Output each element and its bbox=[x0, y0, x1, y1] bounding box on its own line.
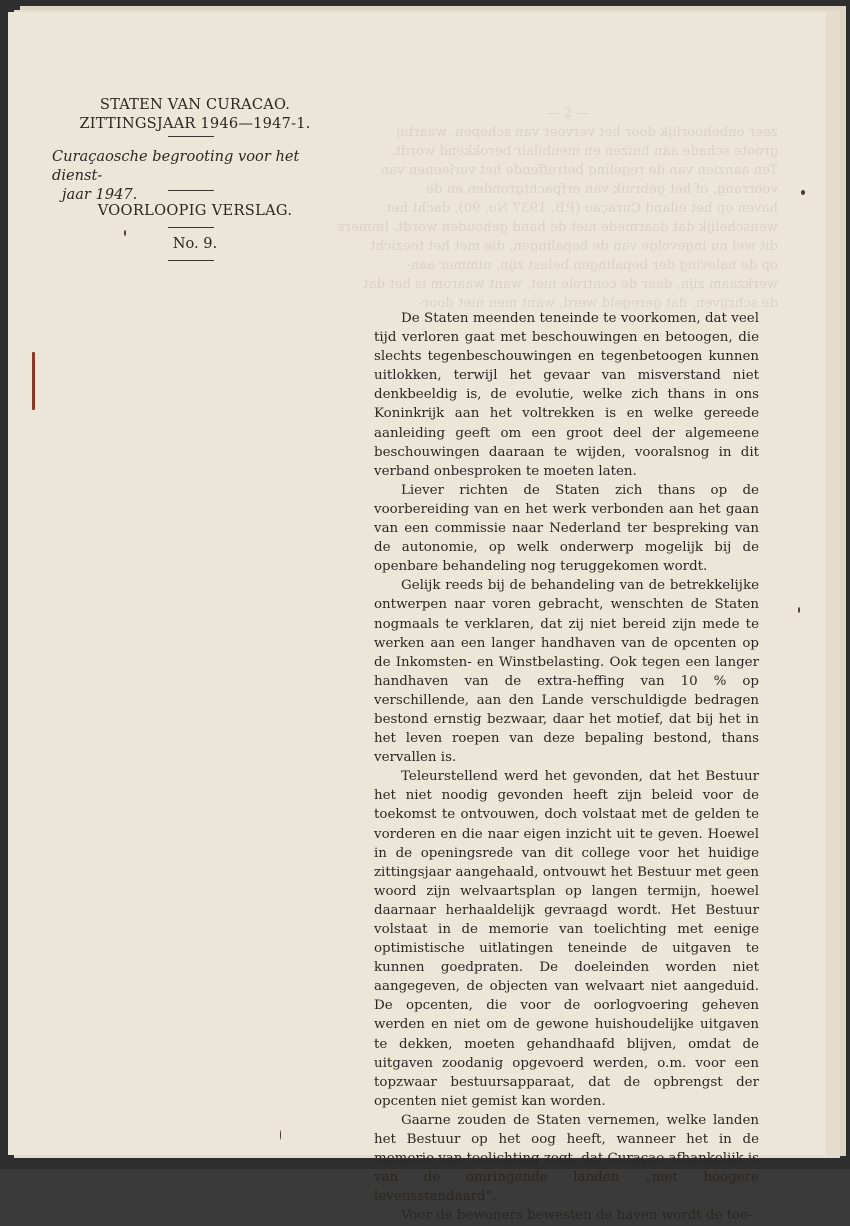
margin-pencil-mark bbox=[32, 352, 35, 410]
bleed-line: dit wel nu ingevolge van de bepalingen, die met het toezicht bbox=[370, 239, 778, 254]
bleed-through-text bbox=[337, 104, 778, 314]
bleed-line: wenschelijk dat daarmede niet de hand gehouden wordt. Immers bbox=[337, 220, 778, 235]
bleed-line: Ten aanzien van de regeling betreffende het verleenen van bbox=[380, 163, 778, 178]
header-divider bbox=[168, 227, 214, 228]
body-paragraph: Teleurstellend werd het gevonden, dat het Bestuur het niet noodig gevonden heeft zijn beleid voor de toekomst te ontvouwen, doch volstaat met de gelden te vorderen en die naar eigen inzicht uit te geven. Hoewel in de openingsrede van dit college voor het huidige zittingsjaar aangehaald, ontvouwt het Bestuur met geen woord zijn welvaartsplan op langen termijn, hoewel daarnaar herhaaldelijk gevraagd wordt. Het Bestuur volstaat in de memorie van toelichting met eenige optimistische uitlatingen teneinde de uitgaven te kunnen goedpraten. De doeleinden worden niet aangegeven, de objecten van welvaart niet aangeduid. De opcenten, die voor de oorlogvoering geheven werden en niet om de gewone huishoudelijke uitgaven te dekken, moeten gehandhaafd blijven, omdat de uitgaven zoodanig opgevoerd werden, o.m. voor een topzwaar bestuursapparaat, dat de opbrengst der opcenten niet gemist kan worden. bbox=[374, 769, 759, 1109]
document-page bbox=[8, 12, 826, 1224]
ink-speck bbox=[801, 190, 805, 195]
bleed-line: haven op het eiland Curaçao (P.B. 1937 No. 90), dacht het bbox=[386, 201, 778, 216]
header-title-line-2: ZITTINGSJAAR 1946—1947-1. bbox=[79, 115, 311, 132]
bleed-line: voorrang, of het gebruik van erfpachtgronden en de bbox=[425, 182, 778, 197]
body-paragraph: De Staten meenden teneinde te voorkomen, dat veel tijd verloren gaat met beschouwingen en betoogen, die slechts tegenbeschouwingen en tegenbetoogen kunnen uitlokken, terwijl het gevaar van misverstand niet denkbeeldig is, de evolutie, welke zich thans in ons Koninkrijk aan het voltrekken is en welke gereede aanleiding geeft om een groot deel der algemeene beschouwingen daaraan te wijden, vooralsnog in dit verband onbesproken te moeten laten. bbox=[374, 311, 759, 479]
subtitle-line-1: Curaçaosche begrooting voor het dienst- bbox=[52, 148, 300, 184]
bleed-line: zeer onbehoorlijk door het vervoer van schepen, waarbij bbox=[396, 125, 778, 140]
header-divider bbox=[168, 136, 214, 137]
ink-speck bbox=[798, 607, 800, 613]
document-body bbox=[374, 309, 759, 1226]
bleed-page-number: — 2 — bbox=[546, 106, 590, 121]
bleed-line: groote schade aan huizen en meubilair berokkend wordt. bbox=[391, 144, 778, 159]
header-divider bbox=[168, 190, 214, 191]
report-title: VOORLOOPIG VERSLAG. bbox=[97, 202, 293, 219]
ink-speck bbox=[124, 230, 126, 236]
body-paragraph: Gaarne zouden de Staten vernemen, welke landen het Bestuur op het oog heeft, wanneer het in de memorie van toelichting zegt, dat Curaçao afhankelijk is van de omringende landen „met hoogere levensstandaard”. bbox=[374, 1112, 759, 1205]
bleed-line: werkzaam zijn, daar de controle niet, want waarom is het dat bbox=[363, 277, 778, 292]
document-number: No. 9. bbox=[172, 235, 218, 252]
ink-speck bbox=[280, 1130, 281, 1140]
bleed-line: de schrijven, dat geregeld werd, want men niet door- bbox=[418, 296, 778, 311]
body-paragraph: Liever richten de Staten zich thans op de voorbereiding van en het werk verbonden aan het gaan van een commissie naar Nederland ter bespreking van de autonomie, op welk onderwerp mogelijk bij de openbare behandeling nog teruggekomen wordt. bbox=[374, 482, 759, 575]
body-paragraph: Gelijk reeds bij de behandeling van de betrekkelijke ontwerpen naar voren gebracht, wenschten de Staten nogmaals te verklaren, dat zij niet bereid zijn mede te werken aan een langer handhaven van de opcenten op de Inkomsten- en Winstbelasting. Ook tegen een langer handhaven van de extra-heffing van 10 % op verschillende, aan den Lande verschuldigde bedragen bestond ernstig bezwaar, daar het motief, dat bij het in het leven roepen van deze bepaling bestond, thans vervallen is. bbox=[374, 578, 759, 766]
header-divider bbox=[168, 260, 214, 261]
document-header bbox=[48, 95, 342, 133]
body-paragraph: Voor de bewoners bewesten de haven wordt de toe- bbox=[401, 1208, 753, 1224]
header-title-line-1: STATEN VAN CURACAO. bbox=[99, 96, 291, 113]
document-subtitle bbox=[52, 147, 342, 204]
bleed-line: op de naleving der bepalingen belast zijn, nimmer aan- bbox=[406, 258, 778, 273]
subtitle-line-2: jaar 1947. bbox=[62, 186, 138, 203]
